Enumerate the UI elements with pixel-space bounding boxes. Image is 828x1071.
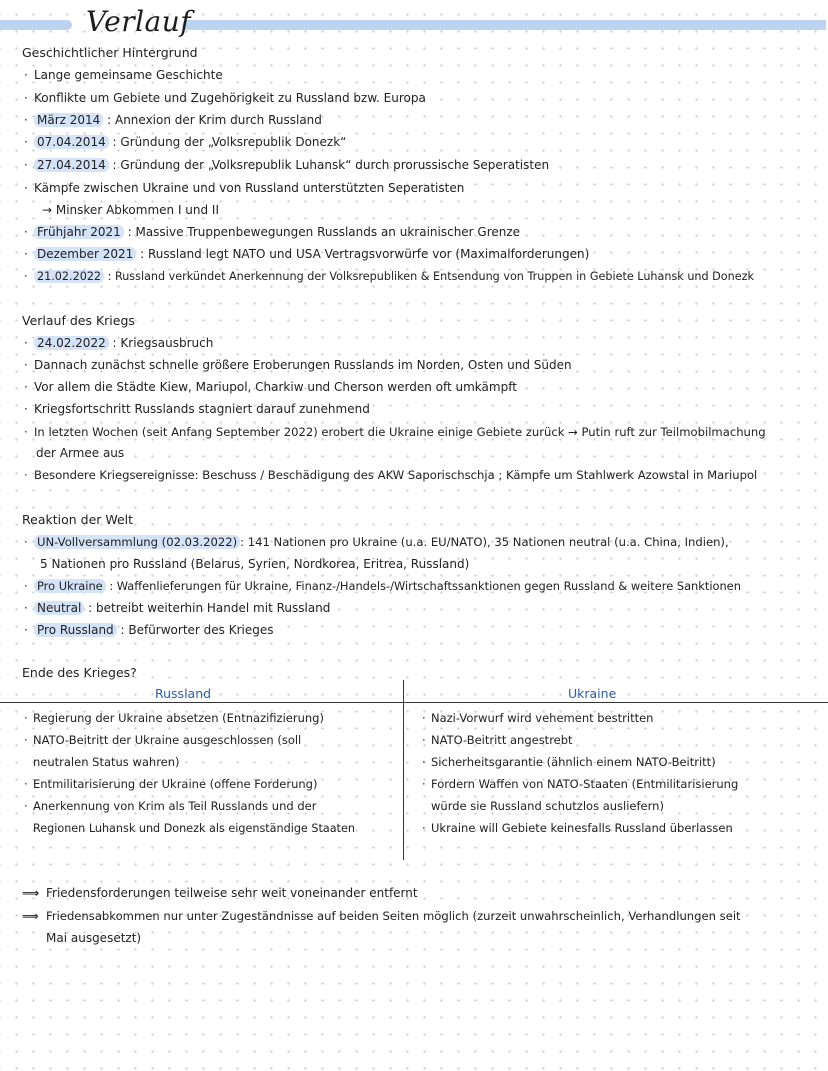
label-highlight: Neutral	[34, 601, 84, 615]
page-title: Verlauf	[86, 5, 192, 38]
heading-hintergrund: Geschichtlicher Hintergrund	[22, 45, 198, 60]
conclusion-line: ⟹ Friedensabkommen nur unter Zugeständnisse auf beiden Seiten möglich (zurzeit unwahrscheinlich, Verhandlungen seit	[22, 909, 741, 923]
list-item: · 24.02.2022 : Kriegsausbruch	[24, 336, 214, 350]
minsk-arrow-line: → Minsker Abkommen I und II	[42, 203, 220, 217]
table-divider-vertical	[403, 680, 404, 860]
double-arrow-icon: ⟹	[22, 909, 39, 923]
heading-reaktion: Reaktion der Welt	[22, 512, 134, 527]
ukraine-item-continuation: würde sie Russland schutzlos ausliefern)	[431, 799, 664, 813]
ukraine-item: · Nazi-Vorwurf wird vehement bestritten	[422, 711, 654, 725]
label-highlight: UN-Vollversammlung (02.03.2022)	[34, 535, 240, 549]
list-item: · UN-Vollversammlung (02.03.2022) : 141 Nationen pro Ukraine (u.a. EU/NATO), 35 Nationen neutral (u.a. China, Indien),	[24, 535, 729, 549]
heading-verlauf: Verlauf des Kriegs	[22, 313, 135, 328]
list-item: · Lange gemeinsame Geschichte	[24, 68, 223, 82]
list-item: · März 2014 : Annexion der Krim durch Russland	[24, 113, 322, 127]
list-item: · Kämpfe zwischen Ukraine und von Russland unterstützten Seperatisten	[24, 181, 465, 195]
label-highlight: Pro Russland	[34, 623, 117, 637]
list-item: · Pro Ukraine : Waffenlieferungen für Ukraine, Finanz-/Handels-/Wirtschaftssanktionen gegen Russland & weitere Sanktionen	[24, 579, 741, 593]
date-highlight: 07.04.2014	[34, 135, 109, 149]
double-arrow-icon: ⟹	[22, 886, 40, 900]
list-item: · 21.02.2022 : Russland verkündet Anerkennung der Volksrepubliken & Entsendung von Truppen in Gebiete Luhansk und Donezk	[24, 270, 754, 283]
label-highlight: Pro Ukraine	[34, 579, 106, 593]
date-highlight: März 2014	[34, 113, 103, 127]
date-highlight: 21.02.2022	[34, 270, 104, 283]
ukraine-item: · Sicherheitsgarantie (ähnlich einem NATO-Beitritt)	[422, 755, 716, 769]
list-item-continuation: 5 Nationen pro Russland (Belarus, Syrien, Nordkorea, Eritrea, Russland)	[40, 557, 470, 571]
list-item: · Besondere Kriegsereignisse: Beschuss / Beschädigung des AKW Saporischschja ; Kämpfe um Stahlwerk Azowstal in Mariupol	[24, 468, 758, 482]
ukraine-item: · Ukraine will Gebiete keinesfalls Russland überlassen	[422, 821, 733, 835]
russland-item: · Regierung der Ukraine absetzen (Entnazifizierung)	[24, 711, 324, 725]
ukraine-item: · NATO-Beitritt angestrebt	[422, 733, 573, 747]
russland-item: · NATO-Beitritt der Ukraine ausgeschlossen (soll	[24, 733, 302, 747]
list-item: · Neutral : betreibt weiterhin Handel mit Russland	[24, 601, 331, 615]
conclusion-continuation: Mai ausgesetzt)	[46, 931, 142, 945]
list-item: · Dezember 2021 : Russland legt NATO und USA Vertragsvorwürfe vor (Maximalforderungen)	[24, 247, 590, 261]
list-item: · In letzten Wochen (seit Anfang September 2022) erobert die Ukraine einige Gebiete zurück → Putin ruft zur Teilmobilmachung	[24, 425, 766, 439]
title-bar-left	[0, 20, 72, 30]
list-item: · Vor allem die Städte Kiew, Mariupol, Charkiw und Cherson werden oft umkämpft	[24, 380, 517, 394]
date-highlight: Dezember 2021	[34, 247, 136, 261]
list-item: · 07.04.2014 : Gründung der „Volksrepublik Donezk“	[24, 135, 347, 149]
ukraine-item: · Fordern Waffen von NATO-Staaten (Entmilitarisierung	[422, 777, 739, 791]
table-divider-horizontal	[0, 702, 828, 703]
russland-item: · Anerkennung von Krim als Teil Russlands und der	[24, 799, 317, 813]
list-item: · 27.04.2014 : Gründung der „Volksrepublik Luhansk“ durch prorussische Seperatisten	[24, 158, 550, 172]
russland-item-continuation: neutralen Status wahren)	[33, 755, 180, 769]
list-item-continuation: der Armee aus	[36, 446, 125, 460]
column-title-russland: Russland	[155, 686, 212, 701]
column-title-ukraine: Ukraine	[568, 686, 617, 701]
title-bar-right	[182, 20, 826, 30]
list-item: · Frühjahr 2021 : Massive Truppenbewegungen Russlands an ukrainischer Grenze	[24, 225, 521, 239]
date-highlight: Frühjahr 2021	[34, 225, 124, 239]
date-highlight: 24.02.2022	[34, 336, 109, 350]
russland-item-continuation: Regionen Luhansk und Donezk als eigenständige Staaten	[33, 822, 355, 835]
list-item: · Kriegsfortschritt Russlands stagniert darauf zunehmend	[24, 402, 370, 416]
heading-ende: Ende des Krieges?	[22, 665, 137, 680]
list-item: · Pro Russland : Befürworter des Krieges	[24, 623, 274, 637]
list-item: · Konflikte um Gebiete und Zugehörigkeit zu Russland bzw. Europa	[24, 91, 426, 105]
conclusion-line: ⟹ Friedensforderungen teilweise sehr weit voneinander entfernt	[22, 886, 418, 900]
russland-item: · Entmilitarisierung der Ukraine (offene Forderung)	[24, 777, 318, 791]
list-item: · Dannach zunächst schnelle größere Eroberungen Russlands im Norden, Osten und Süden	[24, 358, 572, 372]
date-highlight: 27.04.2014	[34, 158, 109, 172]
